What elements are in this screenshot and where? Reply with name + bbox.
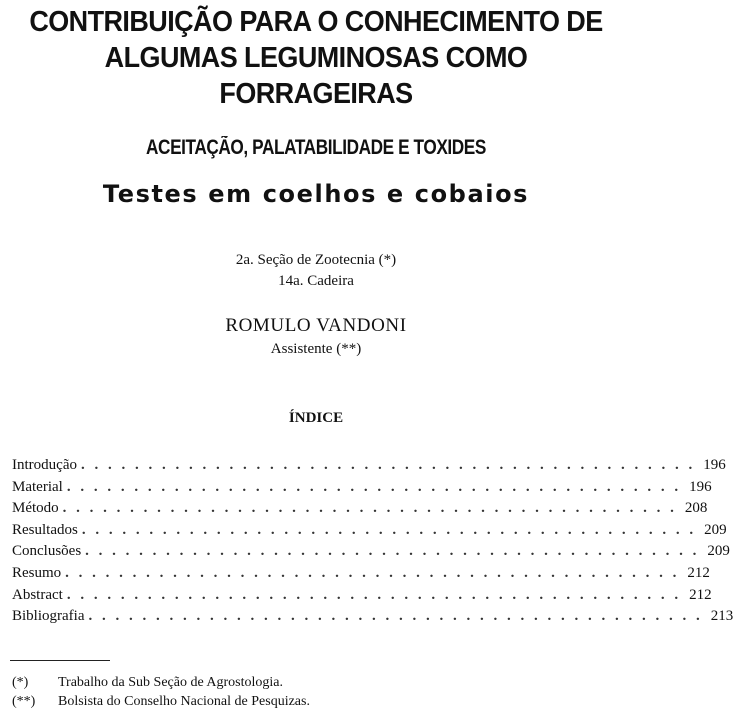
toc-heading: ÍNDICE [288, 410, 344, 426]
toc-leader-dots: . . . . . . . . . . . . . . . . . . . . . . . . . . . . . . . . . . . . . . . . . . . . . . [65, 564, 680, 581]
footnote-text: Bolsista do Conselho Nacional de Pesquizas. [58, 694, 310, 709]
toc-entry-label: Abstract [12, 586, 63, 603]
footnote-1 [12, 674, 612, 692]
title-line-2: ALGUMAS LEGUMINOSAS COMO [104, 42, 528, 74]
toc-entry-page: 213 [710, 608, 733, 625]
toc-leader-dots: . . . . . . . . . . . . . . . . . . . . . . . . . . . . . . . . . . . . . . . . . . . . . . [66, 478, 682, 495]
toc-entry [12, 563, 710, 585]
author-role: Assistente (**) [270, 341, 362, 357]
subtitle: ACEITAÇÃO, PALATABILIDADE E TOXIDES [146, 136, 486, 159]
toc-entry-label: Método [12, 500, 59, 517]
title-line-3: FORRAGEIRAS [219, 78, 413, 110]
toc-entry [12, 541, 730, 563]
toc-entry-label: Introdução [12, 457, 77, 473]
toc-leader-dots: . . . . . . . . . . . . . . . . . . . . . . . . . . . . . . . . . . . . . . . . . . . . . . [66, 586, 682, 603]
toc-leader-dots: . . . . . . . . . . . . . . . . . . . . . . . . . . . . . . . . . . . . . . . . . . . . . . [81, 521, 697, 538]
toc-entry [12, 498, 708, 520]
footnote-mark: (**) [12, 694, 36, 709]
footnote-2 [12, 693, 612, 711]
toc-leader-dots: . . . . . . . . . . . . . . . . . . . . . . . . . . . . . . . . . . . . . . . . . . . . . . [88, 608, 703, 625]
toc-leader-dots: . . . . . . . . . . . . . . . . . . . . . . . . . . . . . . . . . . . . . . . . . . . . . . [80, 457, 696, 473]
toc-entry [12, 585, 712, 607]
affiliation-section: 2a. Seção de Zootecnia (*) [235, 252, 397, 268]
toc-entry-page: 209 [707, 543, 730, 560]
toc-entry-label: Bibliografia [12, 608, 85, 625]
toc-entry-label: Resumo [12, 564, 62, 581]
footnote-mark: (*) [12, 675, 29, 690]
toc-entry [12, 455, 726, 477]
toc-entry [12, 520, 727, 542]
toc-entry-page: 212 [689, 586, 712, 603]
toc-entry-page: 212 [687, 564, 710, 581]
toc-entry-label: Resultados [12, 521, 78, 538]
toc-leader-dots: . . . . . . . . . . . . . . . . . . . . . . . . . . . . . . . . . . . . . . . . . . . . . . [85, 543, 700, 560]
footnote-text: Trabalho da Sub Seção de Agrostologia. [58, 675, 284, 690]
toc-entry [12, 606, 733, 628]
author-name: ROMULO VANDONI [225, 315, 407, 336]
toc-entry-page: 196 [703, 457, 726, 473]
toc-entry-page: 196 [689, 478, 712, 495]
toc-entry-page: 209 [704, 521, 727, 538]
toc-entry-page: 208 [684, 500, 708, 517]
toc-entry-label: Conclusões [12, 543, 82, 560]
subtitle-tests: Testes em coelhos e cobaios [102, 180, 530, 208]
toc-entry-label: Material [12, 478, 63, 495]
toc-entry [12, 477, 712, 499]
affiliation-chair: 14a. Cadeira [278, 273, 354, 289]
table-of-contents [12, 455, 733, 628]
toc-leader-dots: . . . . . . . . . . . . . . . . . . . . . . . . . . . . . . . . . . . . . . . . . . . . . . [62, 500, 677, 517]
footnote-divider [10, 660, 110, 661]
title-line-1: CONTRIBUIÇÃO PARA O CONHECIMENTO DE [29, 6, 603, 38]
